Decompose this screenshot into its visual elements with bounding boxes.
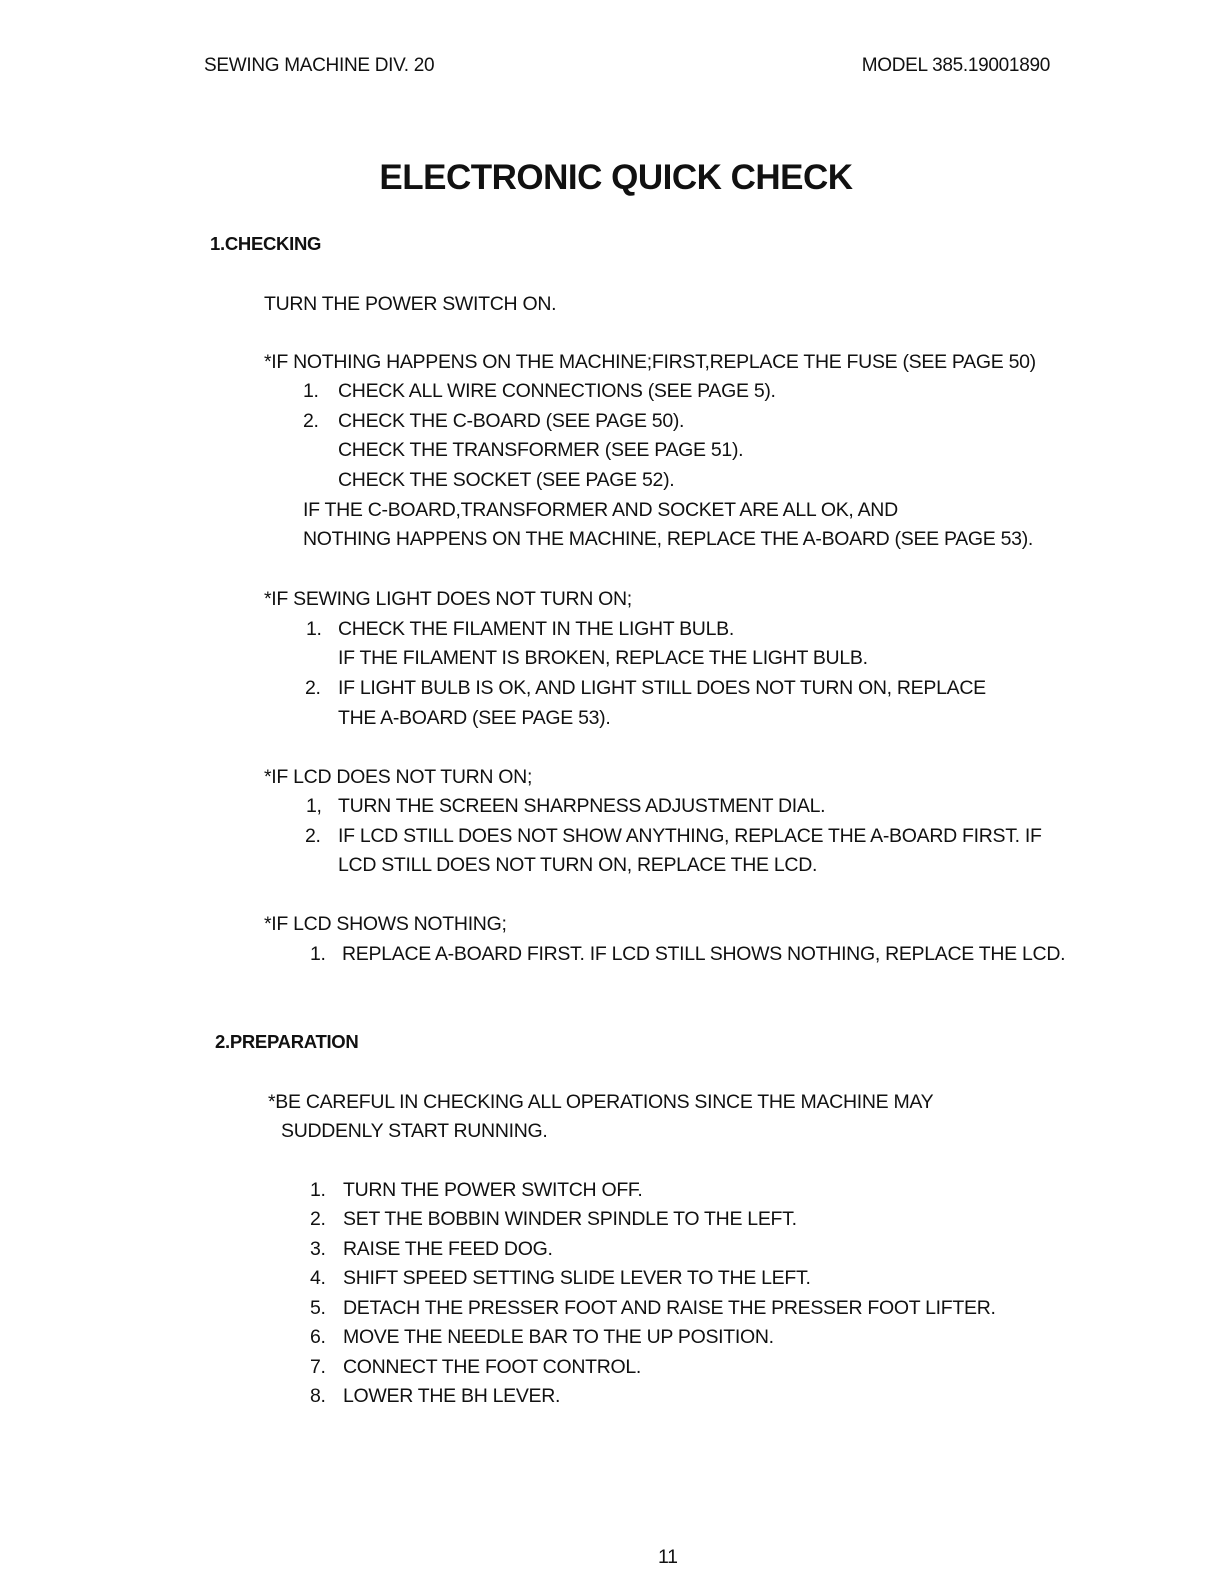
step-number: 1. bbox=[310, 1179, 326, 1201]
step-number: 8. bbox=[310, 1385, 326, 1407]
list-item: CHECK THE TRANSFORMER (SEE PAGE 51). bbox=[338, 439, 744, 461]
section-heading-preparation: 2.PREPARATION bbox=[215, 1031, 359, 1052]
list-number: 1, bbox=[306, 795, 322, 817]
step-number: 2. bbox=[310, 1208, 326, 1230]
list-number: 2. bbox=[305, 677, 321, 699]
step-text: CONNECT THE FOOT CONTROL. bbox=[343, 1356, 642, 1378]
list-item: IF THE FILAMENT IS BROKEN, REPLACE THE LIGHT BULB. bbox=[338, 647, 868, 669]
step-text: LOWER THE BH LEVER. bbox=[343, 1385, 561, 1407]
condition-light: *IF SEWING LIGHT DOES NOT TURN ON; bbox=[264, 588, 632, 610]
step-text: MOVE THE NEEDLE BAR TO THE UP POSITION. bbox=[343, 1326, 774, 1348]
list-item: CHECK THE SOCKET (SEE PAGE 52). bbox=[338, 469, 675, 491]
list-item: CHECK ALL WIRE CONNECTIONS (SEE PAGE 5). bbox=[338, 380, 776, 402]
list-number: 2. bbox=[303, 410, 319, 432]
section-heading-checking: 1.CHECKING bbox=[210, 233, 322, 254]
page-title: ELECTRONIC QUICK CHECK bbox=[379, 158, 853, 197]
condition-lcd-nothing: *IF LCD SHOWS NOTHING; bbox=[264, 913, 507, 935]
step-text: TURN THE POWER SWITCH OFF. bbox=[343, 1179, 643, 1201]
condition-nothing-happens: *IF NOTHING HAPPENS ON THE MACHINE;FIRST,REPLACE THE FUSE (SEE PAGE 50) bbox=[264, 351, 1036, 373]
list-item: LCD STILL DOES NOT TURN ON, REPLACE THE LCD. bbox=[338, 854, 818, 876]
step-number: 5. bbox=[310, 1297, 326, 1319]
list-number: 2. bbox=[305, 825, 321, 847]
warning-line: *BE CAREFUL IN CHECKING ALL OPERATIONS SINCE THE MACHINE MAY bbox=[268, 1091, 934, 1113]
intro-text: TURN THE POWER SWITCH ON. bbox=[264, 293, 557, 315]
step-number: 7. bbox=[310, 1356, 326, 1378]
list-item: IF LIGHT BULB IS OK, AND LIGHT STILL DOES NOT TURN ON, REPLACE bbox=[338, 677, 986, 699]
note-line: NOTHING HAPPENS ON THE MACHINE, REPLACE THE A-BOARD (SEE PAGE 53). bbox=[303, 528, 1034, 550]
step-text: RAISE THE FEED DOG. bbox=[343, 1238, 553, 1260]
step-text: SHIFT SPEED SETTING SLIDE LEVER TO THE LEFT. bbox=[343, 1267, 811, 1289]
header-left: SEWING MACHINE DIV. 20 bbox=[204, 55, 435, 76]
list-item: REPLACE A-BOARD FIRST. IF LCD STILL SHOWS NOTHING, REPLACE THE LCD. bbox=[342, 943, 1066, 965]
note-line: IF THE C-BOARD,TRANSFORMER AND SOCKET ARE ALL OK, AND bbox=[303, 499, 898, 521]
list-item: CHECK THE C-BOARD (SEE PAGE 50). bbox=[338, 410, 685, 432]
list-item: THE A-BOARD (SEE PAGE 53). bbox=[338, 707, 611, 729]
list-number: 1. bbox=[310, 943, 326, 965]
page-number: 11 bbox=[658, 1546, 678, 1568]
list-item: TURN THE SCREEN SHARPNESS ADJUSTMENT DIAL. bbox=[338, 795, 826, 817]
list-item: CHECK THE FILAMENT IN THE LIGHT BULB. bbox=[338, 618, 734, 640]
warning-line: SUDDENLY START RUNNING. bbox=[281, 1120, 548, 1142]
condition-lcd-not-on: *IF LCD DOES NOT TURN ON; bbox=[264, 766, 533, 788]
list-number: 1. bbox=[303, 380, 319, 402]
step-number: 4. bbox=[310, 1267, 326, 1289]
step-number: 6. bbox=[310, 1326, 326, 1348]
step-text: SET THE BOBBIN WINDER SPINDLE TO THE LEFT. bbox=[343, 1208, 797, 1230]
list-item: IF LCD STILL DOES NOT SHOW ANYTHING, REPLACE THE A-BOARD FIRST. IF bbox=[338, 825, 1042, 847]
step-number: 3. bbox=[310, 1238, 326, 1260]
header-right: MODEL 385.19001890 bbox=[861, 55, 1050, 76]
list-number: 1. bbox=[306, 618, 322, 640]
step-text: DETACH THE PRESSER FOOT AND RAISE THE PRESSER FOOT LIFTER. bbox=[343, 1297, 996, 1319]
